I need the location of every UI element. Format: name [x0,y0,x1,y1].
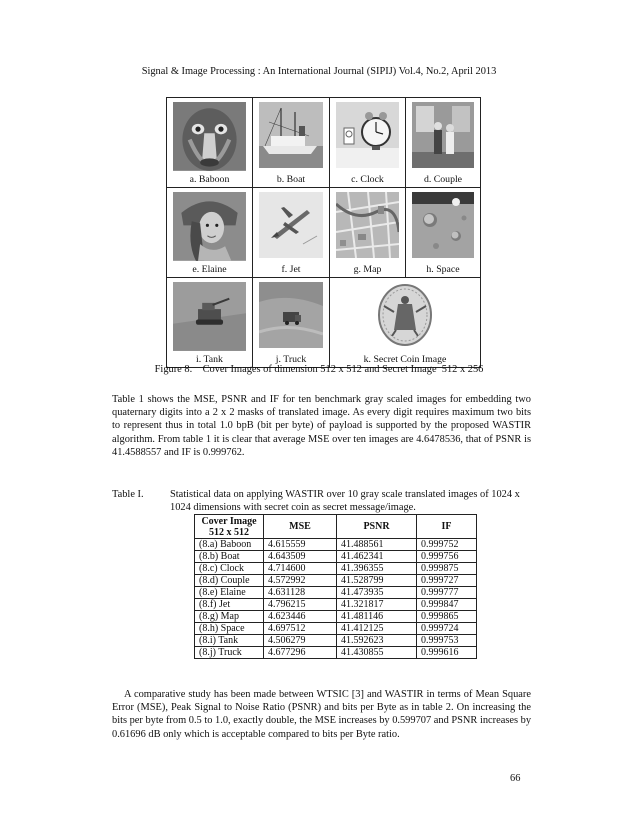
table-cell: (8.e) Elaine [195,587,264,599]
figure-cell-clock [330,98,406,187]
figure-cell-boat [253,98,330,187]
table-cell: 0.999865 [417,611,477,623]
table-cell: 0.999756 [417,551,477,563]
image-caption: j. Truck [275,354,307,365]
table-row [195,551,477,563]
table-cell: (8.a) Baboon [195,539,264,551]
table-cell: 4.677296 [264,647,337,659]
table-cell: 0.999727 [417,575,477,587]
table-cell: 4.714600 [264,563,337,575]
figure-cell-jet [253,188,330,277]
image-caption: i. Tank [196,354,223,365]
table-cell: 41.528799 [337,575,417,587]
clock-image [336,102,399,168]
table-cell: 0.999777 [417,587,477,599]
elaine-image [173,192,246,261]
table-cell: (8.i) Tank [195,635,264,647]
table-cell: (8.b) Boat [195,551,264,563]
table-cell: 41.412125 [337,623,417,635]
table-cell: 4.643509 [264,551,337,563]
table-row [195,647,477,659]
table-row [195,575,477,587]
column-header: MSE [264,515,337,539]
table-cell: 41.488561 [337,539,417,551]
table-header-row [195,515,477,539]
table-cell: 4.623446 [264,611,337,623]
table-cell: (8.f) Jet [195,599,264,611]
table-cell: 4.572992 [264,575,337,587]
running-header: Signal & Image Processing : An International Journal (SIPIJ) Vol.4, No.2, April 2013 [141,66,497,77]
figure-cell-elaine [167,188,253,277]
paragraph-2: A comparative study has been made between WTSIC [3] and WASTIR in terms of Mean Square Error (MSE), Peak Signal to Noise Ratio (PSNR) and bits per Byte as in table 2. On increasing the bits per byte from 0.5 to 1.0, exactly double, the MSE increases by 0.599707 and PSNR increases by 0.61696 dB only which is acceptable compared to bits per Byte ratio. [112,689,532,740]
image-caption: b. Boat [276,174,306,185]
truck-image [259,282,323,348]
image-caption: k. Secret Coin Image [363,354,447,365]
table-cell: 41.321817 [337,599,417,611]
table-cell: 4.697512 [264,623,337,635]
column-header: PSNR [337,515,417,539]
table-cell: 41.430855 [337,647,417,659]
table-cell: 0.999847 [417,599,477,611]
table-cell: 0.999753 [417,635,477,647]
table-cell: 4.796215 [264,599,337,611]
tank-image [173,282,246,351]
image-caption: e. Elaine [192,264,227,275]
jet-image [259,192,323,258]
image-caption: c. Clock [351,174,384,185]
table-row [195,623,477,635]
image-caption: g. Map [353,264,382,275]
image-caption: f. Jet [281,264,301,275]
statistics-table [194,514,477,659]
baboon-image [173,102,246,171]
space-image [412,192,474,258]
table-cell: 0.999616 [417,647,477,659]
figure-caption: Figure 8. Cover Images of dimension 512 x 512 and Secret Image 512 x 256 [154,364,484,375]
table-row [195,539,477,551]
table-cell: 41.481146 [337,611,417,623]
secret-coin-image [336,282,474,348]
figure-grid [166,97,481,368]
figure-cell-map [330,188,406,277]
table-cell: 0.999724 [417,623,477,635]
figure-cell-secret-coin [330,278,480,367]
figure-cell-truck [253,278,330,367]
table-cell: 4.631128 [264,587,337,599]
page-number: 66 [510,773,521,784]
image-caption: h. Space [426,264,460,275]
map-image [336,192,399,258]
table-row [195,563,477,575]
table-cell: 41.462341 [337,551,417,563]
table-caption-text: Statistical data on applying WASTIR over 10 gray scale translated images of 1024 x 1024 dimensions with secret coin as secret message/image. [170,489,520,513]
boat-image [259,102,323,168]
figure-cell-baboon [167,98,253,187]
table-cell: 41.396355 [337,563,417,575]
image-caption: a. Baboon [189,174,230,185]
table-cell: 4.506279 [264,635,337,647]
table-row [195,611,477,623]
paragraph-1: Table 1 shows the MSE, PSNR and IF for ten benchmark gray scaled images for embedding two quaternary digits into a 2 x 2 masks of translated image. As every digit requires maximum two bits to represent thus in total 1.0 bpB (bit per byte) of payload is supported by the proposed WASTIR algorithm. From table 1 it is clear that average MSE over ten images are 4.6478536, that of PSNR is 41.4588557 and IF is 0.999762. [112,394,531,458]
image-caption: d. Couple [423,174,463,185]
table-cell: (8.j) Truck [195,647,264,659]
table-cell: 0.999752 [417,539,477,551]
figure-cell-space [406,188,480,277]
column-header: Cover Image 512 x 512 [195,515,264,539]
figure-cell-tank [167,278,253,367]
table-row [195,599,477,611]
table-row [195,635,477,647]
table-cell: (8.c) Clock [195,563,264,575]
table-cell: 4.615559 [264,539,337,551]
figure-cell-couple [406,98,480,187]
table-cell: 41.473935 [337,587,417,599]
table-cell: (8.g) Map [195,611,264,623]
table-label: Table I. [112,489,144,500]
table-cell: (8.d) Couple [195,575,264,587]
table-row [195,587,477,599]
table-cell: 0.999875 [417,563,477,575]
table-cell: 41.592623 [337,635,417,647]
table-cell: (8.h) Space [195,623,264,635]
column-header: IF [417,515,477,539]
couple-image [412,102,474,168]
